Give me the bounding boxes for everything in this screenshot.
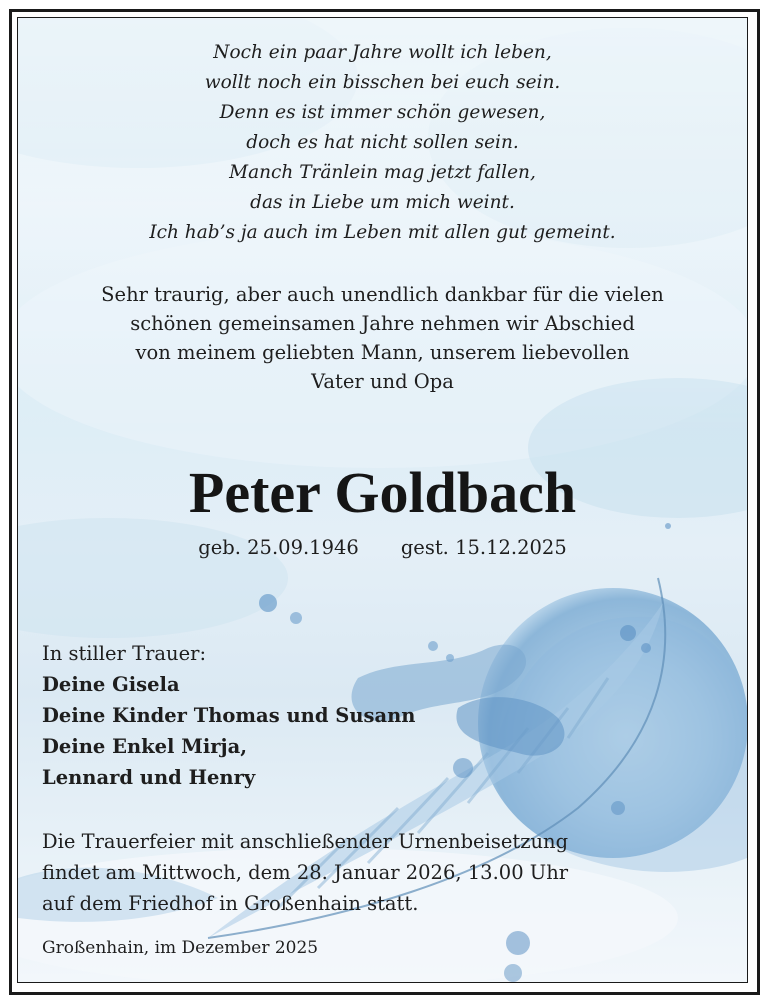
birth-date: geb. 25.09.1946	[198, 536, 359, 559]
intro-line: Sehr traurig, aber auch unendlich dankbar für die vielen	[101, 283, 664, 306]
poem-line: Ich hab’s ja auch im Leben mit allen gut gemeint.	[149, 222, 616, 243]
poem-line: Manch Tränlein mag jetzt fallen,	[229, 162, 536, 183]
mourner-name: Deine Enkel Mirja,	[42, 735, 247, 758]
droplet	[453, 758, 473, 778]
droplet	[504, 964, 522, 982]
droplet	[506, 931, 530, 955]
place-date: Großenhain, im Dezember 2025	[42, 938, 319, 958]
death-date: gest. 15.12.2025	[400, 536, 567, 559]
mourner-name: Deine Kinder Thomas und Susann	[42, 704, 416, 727]
poem-line: Noch ein paar Jahre wollt ich leben,	[213, 42, 552, 63]
poem-line: das in Liebe um mich weint.	[250, 192, 515, 213]
watercolor-panel	[17, 17, 748, 983]
poem-line: Denn es ist immer schön gewesen,	[219, 102, 546, 123]
droplet	[428, 641, 438, 651]
poem-line: wollt noch ein bisschen bei euch sein.	[204, 72, 561, 93]
droplet	[641, 643, 651, 653]
mourner-name: Lennard und Henry	[42, 766, 256, 789]
mourning-heading: In stiller Trauer:	[42, 642, 207, 665]
droplet	[290, 612, 302, 624]
life-dates	[18, 534, 747, 562]
mourner-name: Deine Gisela	[42, 673, 180, 696]
deceased-name: Peter Goldbach	[188, 460, 577, 525]
ceremony-line: findet am Mittwoch, dem 28. Januar 2026, 13.00 Uhr	[42, 861, 569, 884]
droplet	[620, 625, 636, 641]
intro-line: schönen gemeinsamen Jahre nehmen wir Abschied	[130, 312, 635, 335]
droplet	[611, 801, 625, 815]
droplet	[446, 654, 454, 662]
intro-line: Vater und Opa	[311, 370, 454, 393]
ceremony-line: auf dem Friedhof in Großenhain statt.	[42, 892, 419, 915]
poem-line: doch es hat nicht sollen sein.	[246, 132, 519, 153]
ceremony-line: Die Trauerfeier mit anschließender Urnenbeisetzung	[42, 830, 569, 853]
intro-line: von meinem geliebten Mann, unserem liebevollen	[135, 341, 630, 364]
droplet	[259, 594, 277, 612]
